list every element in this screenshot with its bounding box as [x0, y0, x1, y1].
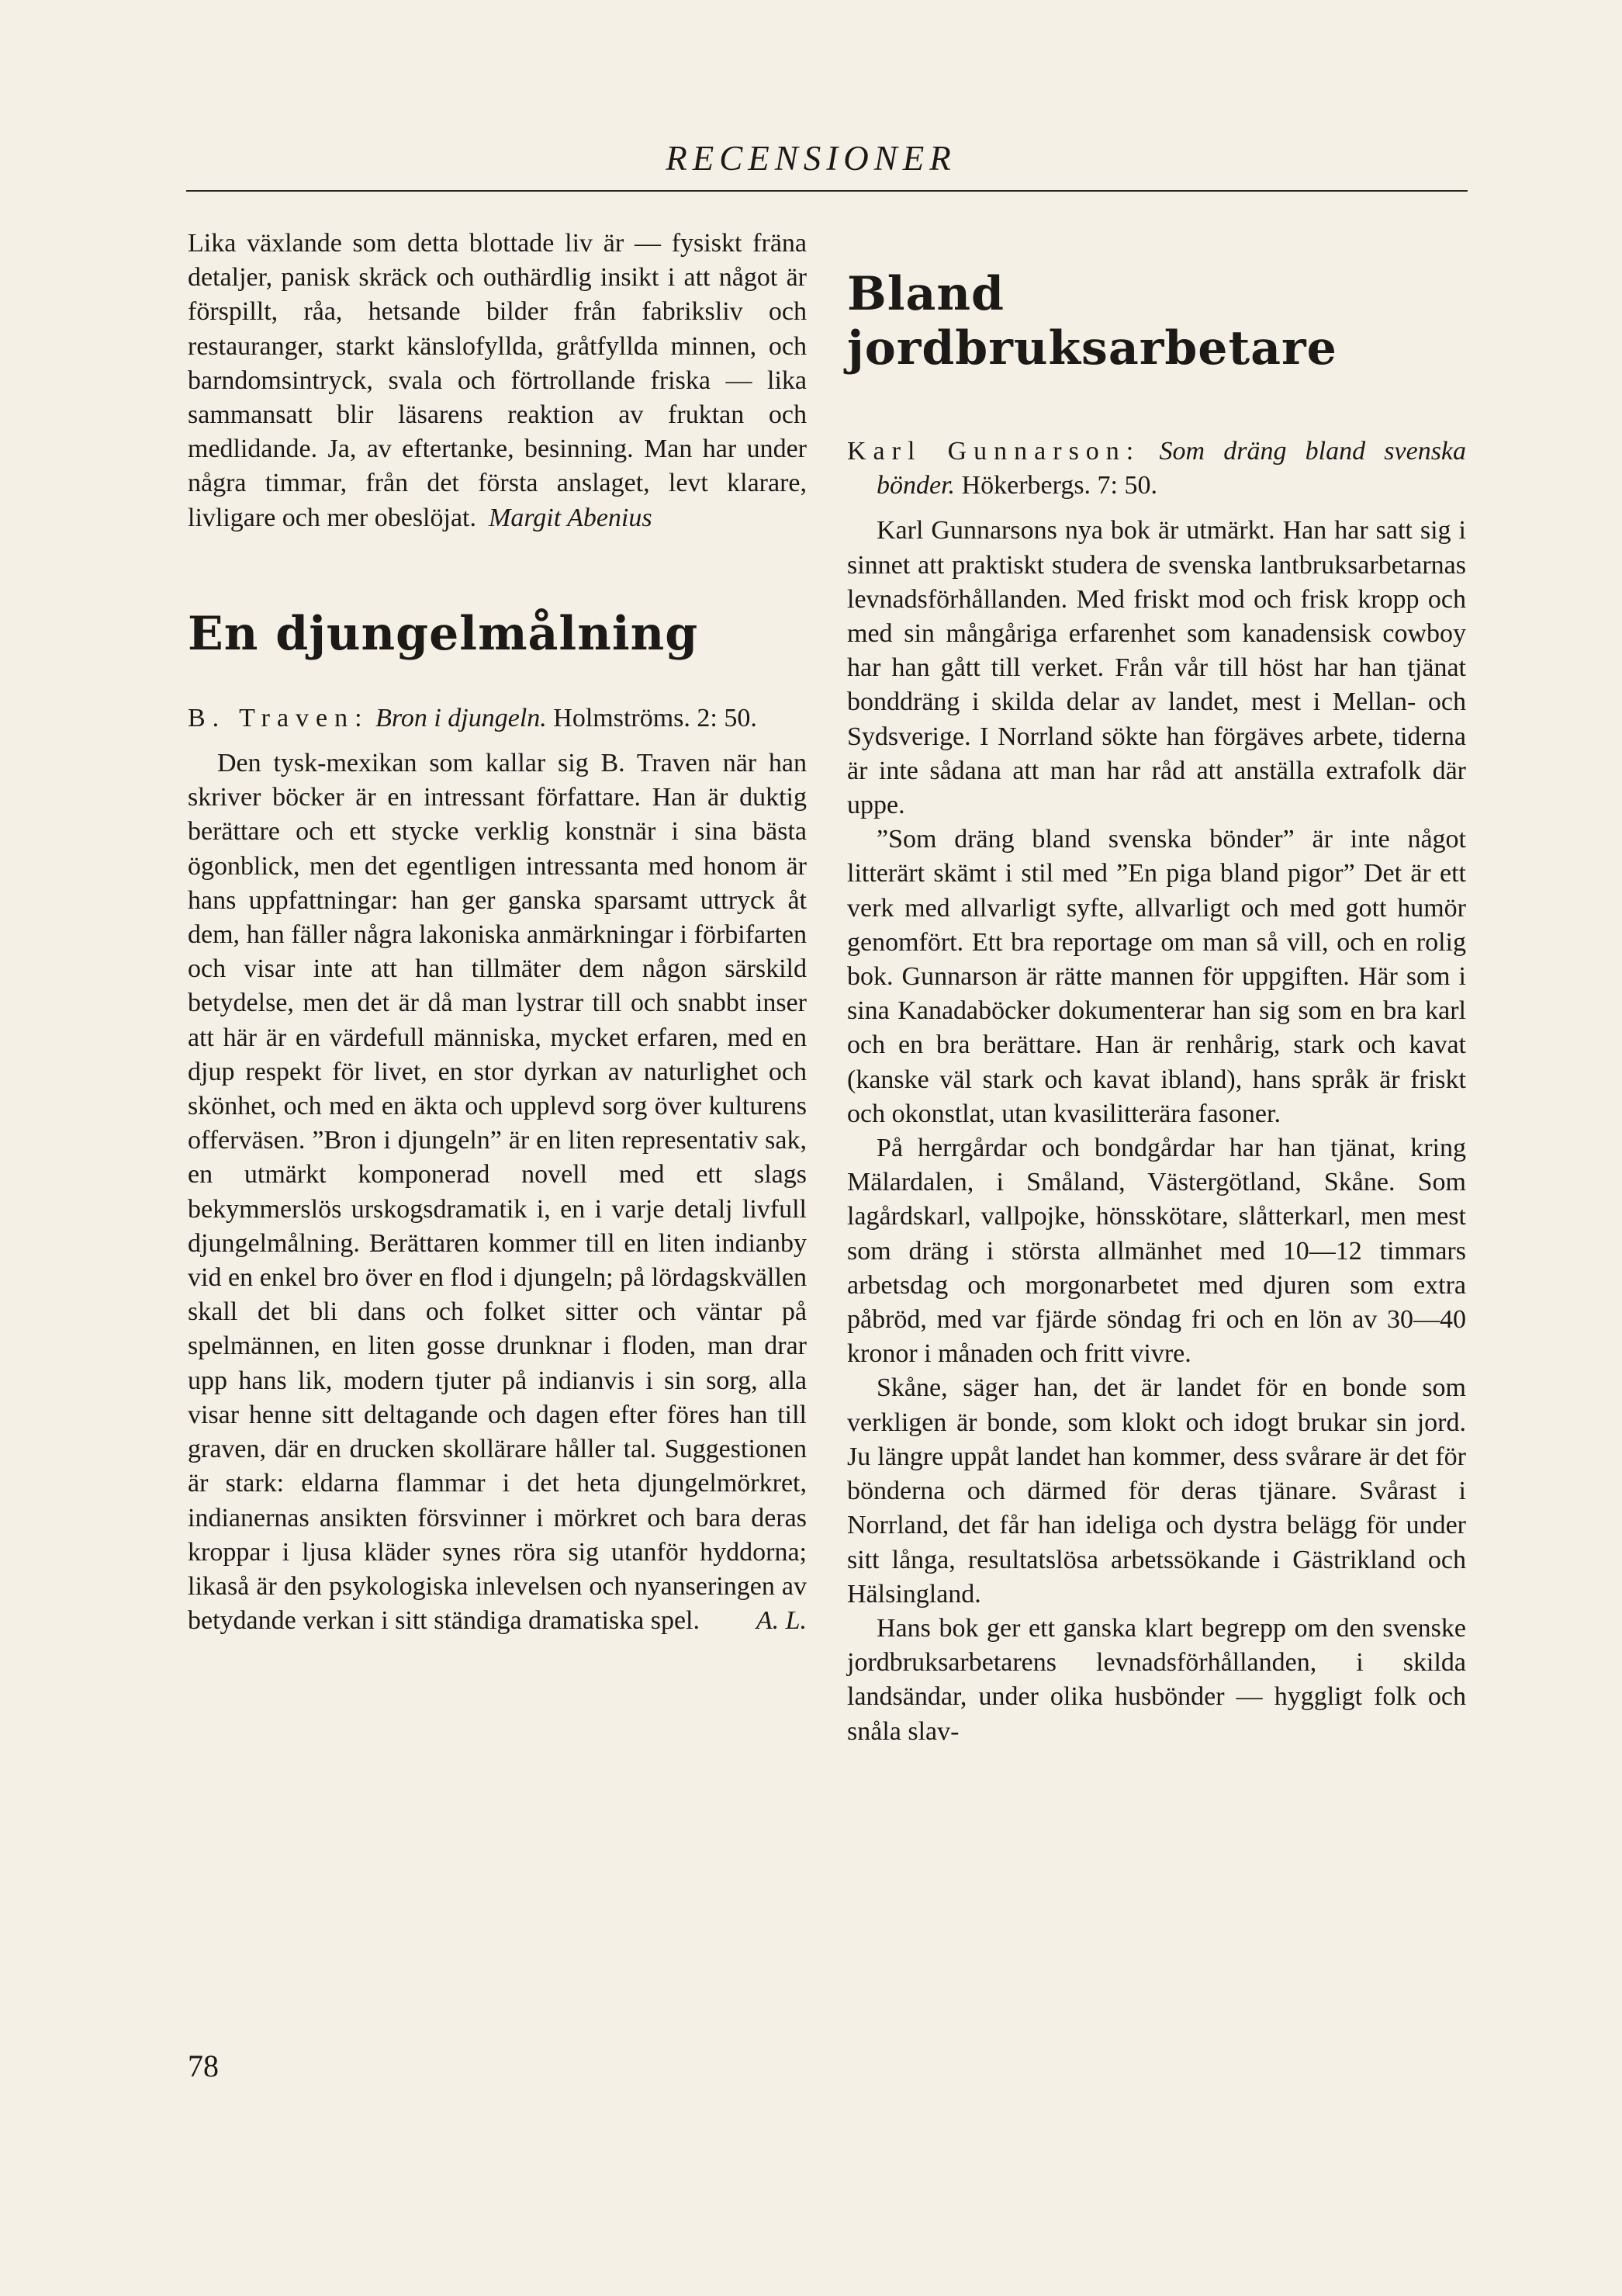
intro-signature: Margit Abenius [489, 503, 652, 532]
review-signature: A. L. [756, 1606, 807, 1636]
biblio-author: B. Traven: [188, 703, 369, 732]
review-body-traven [188, 746, 807, 1638]
review-paragraph: På herrgårdar och bondgårdar har han tjänat, kring Mälardalen, i Småland, Västergötland, Skåne. Som lagårdskarl, vallpojke, hönsskötare, slåtterkarl, men mest som dräng i största allmänhet med 10—12 timmars arbetsdag och morgonarbetet med djuren som extra påbröd, med var fjärde söndag fri och en lön av 30—40 kronor i månaden och fritt vivre. [847, 1134, 1466, 1369]
biblio-publisher: Hökerbergs. 7: 50. [961, 471, 1158, 500]
page-number: 78 [188, 2048, 219, 2083]
review-paragraph: Karl Gunnarsons nya bok är utmärkt. Han har satt sig i sinnet att praktiskt studera de svenska lantbruksarbetarnas levnadsförhållanden. Med friskt mod och frisk kropp och med sin mångåriga erfarenhet som kanadensisk cowboy har han gått till verket. Från vår till höst har han tjänat bonddräng i skilda delar av landet, mest i Mellan- och Sydsverige. I Norrland sökte han förgäves arbete, tiderna är inte sådana att man har råd att anställa extrafolk där uppe. [847, 516, 1466, 820]
left-column [188, 227, 807, 1638]
review-paragraph: Skåne, säger han, det är landet för en bonde som verkligen är bonde, som klokt och idogt brukar sin jord. Ju längre uppåt landet han kommer, dess svårare är det för bönderna och därmed för deras tjänare. Svårast i Norrland, det får han ideliga och dystra belägg för under sitt långa, resultatslösa arbetssökande i Gästrikland och Hälsingland. [847, 1373, 1466, 1609]
review-text: Den tysk-mexikan som kallar sig B. Traven när han skriver böcker är en intressant författare. Han är duktig berättare och ett stycke verklig konstnär i sina bästa ögonblick, men det egentligen intressanta med honom är hans uppfattningar: han ger ganska sparsamt uttryck åt dem, han fäller några lakoniska anmärkningar i förbifarten och visar inte att han tillmäter dem någon särskild betydelse, men det är då man lystrar till och snabbt inser att här är en värdefull människa, mycket erfaren, med en djup respekt för livet, en stor dyrkan av naturlighet och skönhet, och med en äkta och upplevd sorg över kulturens offerväsen. ”Bron i djungeln” är en liten representativ sak, en utmärkt komponerad novell med ett slags bekymmerslös urskogsdramatik i, en i varje detalj livfull djungelmålning. Berättaren kommer till en liten indianby vid en enkel bro över en flod i djungeln; på lördagskvällen skall det bli dans och folket sitter och väntar på spelmännen, en liten gosse drunknar i floden, man drar upp hans lik, modern tjuter på indianvis i sin sorg, alla visar henne sitt deltagande och dagen efter föres han till graven, där en drucken skollärare håller tal. Suggestionen är stark: eldarna flammar i det heta djungelmörkret, indianernas ansikten försvinner i mörkret och bara deras kroppar i ljusa kläder synes röra sig utanför hyddorna; likaså är den psykologiska inlevelsen och nyanseringen av betydande verkan i sitt ständiga dramatiska spel. [188, 749, 807, 1636]
review-paragraph: ”Som dräng bland svenska bönder” är inte något litterärt skämt i stil med ”En piga bland pigor” Det är ett verk med allvarligt syfte, allvarligt och med gott humör genomfört. Ett bra reportage om man så vill, och en rolig bok. Gunnarson är rätte mannen för uppgiften. Här som i sina Kanadaböcker dokumenterar han sig som en bra karl och en bra berättare. Han är renhårig, stark och kavat (kanske väl stark och kavat ibland), hans språk är friskt och okonstlat, utan kvasilitterära fasoner. [847, 825, 1466, 1128]
bibliographic-entry-traven [188, 701, 807, 736]
biblio-author: Karl Gunnarson: [847, 437, 1141, 466]
review-heading-jordbruk: Bland jordbruksarbetare [847, 267, 1337, 376]
biblio-title: Som dräng bland svenska bönder. [877, 437, 1467, 500]
intro-text: Lika växlande som detta blottade liv är — fysiskt fräna detaljer, panisk skräck och outhärdlig insikt i att något är förspillt, råa, hetsande bilder från fabriksliv och restauranger, starkt känslofyllda, gråtfyllda minnen, och barndomsintryck, svala och förtrollande friska — lika sammansatt blir läsarens reaktion av fruktan och medlidande. Ja, av eftertanke, besinning. Man har under några timmar, från det första anslaget, levt klarare, livligare och mer obeslöjat. [188, 229, 807, 532]
biblio-title: Bron i djungeln. [375, 703, 547, 732]
bibliographic-entry-gunnarson [847, 435, 1466, 503]
intro-paragraph [188, 227, 807, 535]
review-paragraph: Hans bok ger ett ganska klart begrepp om den svenske jordbruksarbetarens levnadsförhållanden, i skilda landsändar, under olika husbönder — hyggligt folk och snåla slav- [847, 1613, 1466, 1746]
running-head: RECENSIONER [666, 139, 956, 178]
biblio-publisher: Holmströms. 2: 50. [553, 703, 757, 732]
header-rule [186, 190, 1468, 192]
right-column [847, 227, 1466, 1749]
review-heading-djungel: En djungelmålning [188, 606, 699, 661]
